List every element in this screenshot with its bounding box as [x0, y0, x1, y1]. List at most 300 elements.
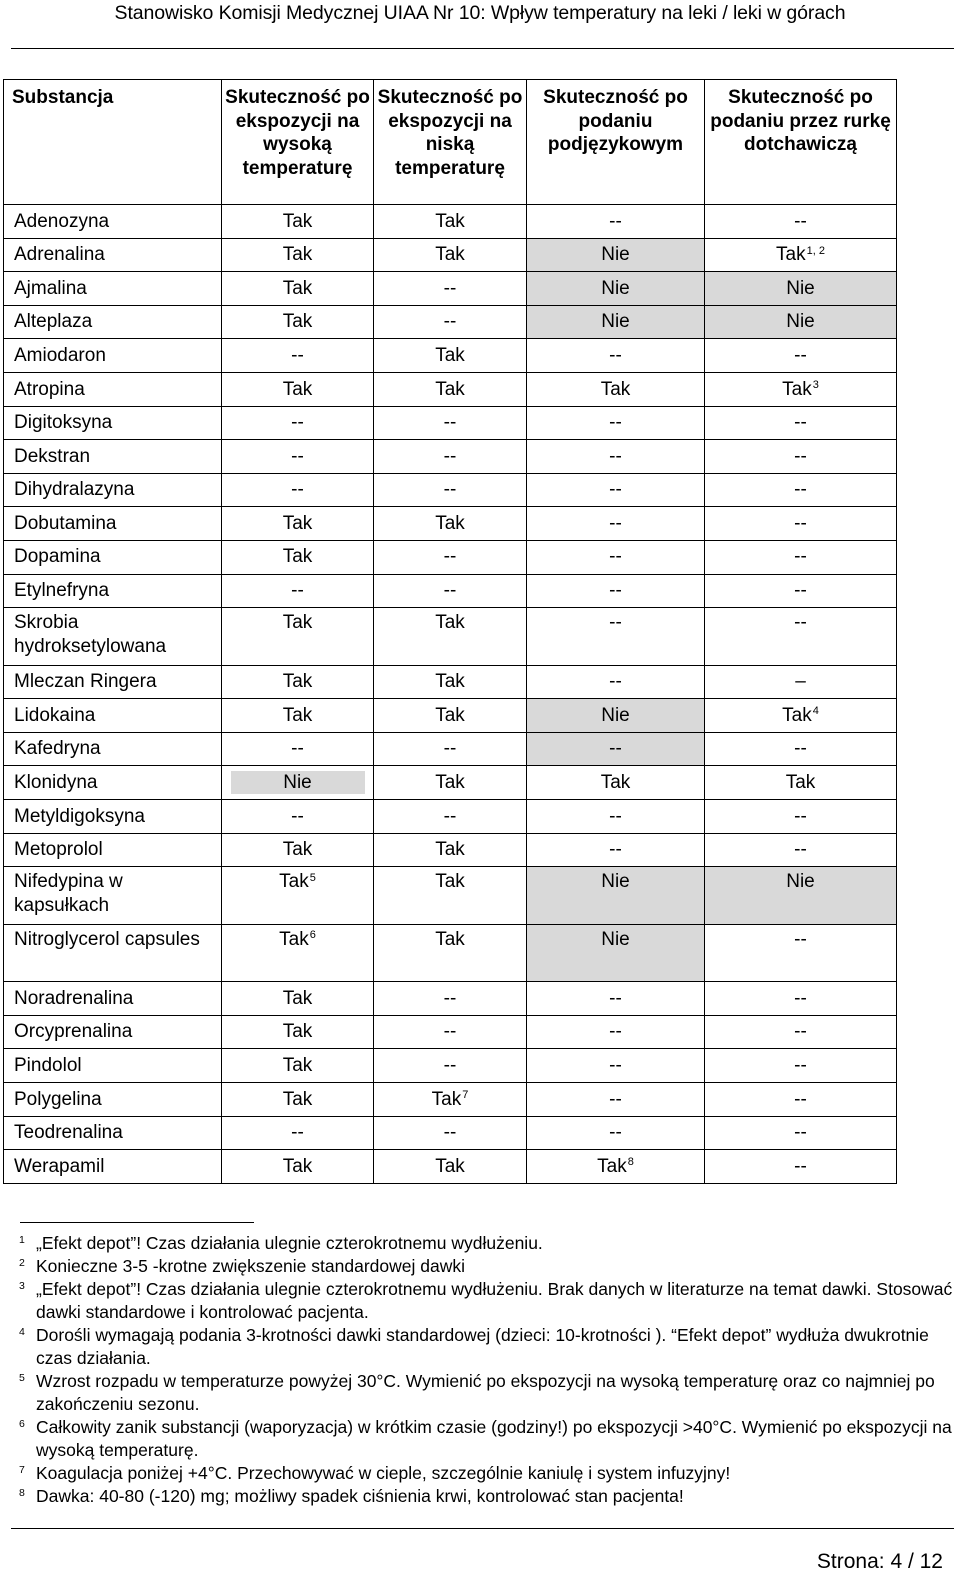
efficacy-cell [705, 1082, 897, 1116]
substance-name: Digitoksyna [4, 406, 222, 440]
efficacy-cell [222, 205, 374, 239]
efficacy-value: Tak [431, 1088, 462, 1110]
efficacy-cell [705, 665, 897, 699]
efficacy-cell [374, 272, 527, 306]
efficacy-value: Tak [435, 928, 465, 950]
efficacy-cell [527, 406, 705, 440]
page-header [0, 0, 960, 40]
efficacy-cell [527, 800, 705, 834]
efficacy-cell [374, 732, 527, 766]
table-row [4, 766, 897, 800]
efficacy-value: -- [291, 580, 304, 602]
efficacy-value: Tak [282, 612, 313, 634]
footnote-number: 2 [19, 1257, 25, 1269]
footnotes [16, 1232, 956, 1508]
efficacy-cell [222, 574, 374, 608]
table-row [4, 339, 897, 373]
footnote-rule [20, 1222, 254, 1223]
efficacy-cell [527, 1049, 705, 1083]
efficacy-cell [527, 574, 705, 608]
efficacy-value: -- [291, 412, 304, 434]
substance-name: Dihydralazyna [4, 473, 222, 507]
page-number: Strona: 4 / 12 [816, 1550, 943, 1573]
efficacy-cell [527, 238, 705, 272]
efficacy-cell [705, 238, 897, 272]
efficacy-value: Tak [282, 671, 313, 693]
efficacy-value: -- [794, 1088, 807, 1110]
efficacy-value: -- [609, 580, 622, 602]
efficacy-value: -- [794, 512, 807, 534]
substance-name: Noradrenalina [4, 982, 222, 1016]
substance-name: Klonidyna [4, 766, 222, 800]
efficacy-value: Nie [601, 871, 630, 893]
efficacy-value: Tak [782, 704, 812, 726]
efficacy-cell [527, 540, 705, 574]
efficacy-cell [705, 608, 897, 666]
substance-name: Amiodaron [4, 339, 222, 373]
efficacy-cell [527, 982, 705, 1016]
substance-name: Nifedypina w kapsułkach [4, 867, 222, 925]
efficacy-value: Nie [601, 277, 630, 299]
efficacy-cell [374, 608, 527, 666]
substance-name: Orcyprenalina [4, 1015, 222, 1049]
efficacy-value: -- [609, 738, 622, 760]
efficacy-cell [527, 205, 705, 239]
efficacy-value: -- [794, 1054, 807, 1076]
efficacy-value: Tak [282, 704, 313, 726]
substance-name: Lidokaina [4, 699, 222, 733]
efficacy-cell [705, 574, 897, 608]
efficacy-value: -- [291, 1122, 304, 1144]
efficacy-cell [374, 406, 527, 440]
efficacy-value: Tak [435, 378, 465, 400]
efficacy-cell [705, 924, 897, 982]
table-row [4, 406, 897, 440]
efficacy-cell [374, 699, 527, 733]
efficacy-value: -- [609, 1122, 622, 1144]
table-row [4, 305, 897, 339]
efficacy-cell [527, 339, 705, 373]
table-row [4, 1150, 897, 1184]
efficacy-value: -- [609, 546, 622, 568]
efficacy-cell [705, 1116, 897, 1150]
efficacy-cell [222, 372, 374, 406]
efficacy-value: -- [291, 805, 304, 827]
efficacy-cell [527, 732, 705, 766]
footnote-text: „Efekt depot”! Czas działania ulegnie czterokrotnemu wydłużeniu. [36, 1233, 543, 1253]
efficacy-value: -- [443, 412, 457, 434]
efficacy-cell [705, 305, 897, 339]
efficacy-value: -- [443, 987, 457, 1009]
efficacy-value: Tak [782, 378, 812, 400]
footnote [16, 1370, 956, 1416]
efficacy-cell [222, 1150, 374, 1184]
efficacy-cell [705, 1049, 897, 1083]
footnote-number: 4 [19, 1326, 25, 1338]
efficacy-value: -- [443, 479, 457, 501]
header-rule [11, 48, 954, 49]
efficacy-cell [374, 473, 527, 507]
efficacy-value: -- [291, 344, 304, 366]
efficacy-cell [374, 1015, 527, 1049]
efficacy-cell [374, 1150, 527, 1184]
efficacy-cell [527, 440, 705, 474]
efficacy-cell [705, 540, 897, 574]
efficacy-cell [527, 473, 705, 507]
table-row [4, 732, 897, 766]
efficacy-value: Tak [282, 244, 313, 266]
efficacy-value: -- [794, 1155, 807, 1177]
efficacy-cell [527, 699, 705, 733]
substance-name: Alteplaza [4, 305, 222, 339]
efficacy-value: Tak [282, 1155, 313, 1177]
substance-name: Nitroglycerol capsules [4, 924, 222, 982]
efficacy-cell [374, 1082, 527, 1116]
table-row [4, 982, 897, 1016]
efficacy-value: Tak [282, 512, 313, 534]
efficacy-value: Tak [282, 987, 313, 1009]
efficacy-value: – [795, 671, 806, 693]
efficacy-value: Tak [279, 928, 309, 950]
table-row [4, 540, 897, 574]
efficacy-cell [374, 1116, 527, 1150]
shaded-value-box [231, 771, 365, 795]
efficacy-value: Nie [283, 771, 312, 793]
efficacy-value: -- [794, 1021, 807, 1043]
table-row [4, 699, 897, 733]
efficacy-cell [222, 833, 374, 867]
footnote-number: 6 [19, 1418, 25, 1430]
efficacy-value: Tak [282, 1088, 313, 1110]
efficacy-cell [374, 540, 527, 574]
efficacy-value: -- [443, 1122, 457, 1144]
footnote-ref: 3 [812, 378, 819, 391]
efficacy-value: Nie [601, 244, 630, 266]
efficacy-value: -- [609, 344, 622, 366]
efficacy-cell [527, 766, 705, 800]
efficacy-value: Tak [435, 344, 465, 366]
efficacy-cell [705, 507, 897, 541]
footnote-ref: 1, 2 [806, 244, 825, 257]
column-header-high-temp: Skuteczność po ekspozycji na wysoką temperaturę [222, 80, 374, 205]
substance-name: Etylnefryna [4, 574, 222, 608]
table-row [4, 372, 897, 406]
efficacy-value: -- [794, 928, 807, 950]
efficacy-value: Tak [600, 378, 631, 400]
footnote-ref: 8 [627, 1156, 634, 1169]
efficacy-value: -- [609, 1021, 622, 1043]
substance-name: Ajmalina [4, 272, 222, 306]
efficacy-cell [222, 924, 374, 982]
efficacy-value: Tak [282, 277, 313, 299]
efficacy-cell [222, 1049, 374, 1083]
efficacy-value: -- [609, 612, 622, 634]
efficacy-cell [222, 867, 374, 925]
efficacy-cell [222, 982, 374, 1016]
efficacy-cell [705, 372, 897, 406]
efficacy-value: -- [794, 210, 807, 232]
efficacy-cell [527, 305, 705, 339]
efficacy-cell [527, 1116, 705, 1150]
column-header-substance: Substancja [4, 80, 222, 205]
efficacy-value: Tak [435, 612, 465, 634]
efficacy-value: -- [794, 445, 807, 467]
efficacy-value: -- [443, 580, 457, 602]
column-header-endotracheal: Skuteczność po podaniu przez rurkę dotchawiczą [705, 80, 897, 205]
substance-name: Mleczan Ringera [4, 665, 222, 699]
footnote-number: 7 [19, 1464, 25, 1476]
efficacy-cell [374, 982, 527, 1016]
efficacy-cell [222, 473, 374, 507]
table-row [4, 440, 897, 474]
footnote-ref: 5 [309, 871, 316, 884]
substance-name: Dopamina [4, 540, 222, 574]
efficacy-cell [374, 339, 527, 373]
table-row [4, 867, 897, 925]
table-row [4, 507, 897, 541]
efficacy-cell [705, 1015, 897, 1049]
efficacy-value: -- [609, 512, 622, 534]
footnote [16, 1278, 956, 1324]
efficacy-cell [527, 867, 705, 925]
efficacy-value: Tak [600, 771, 631, 793]
efficacy-cell [527, 507, 705, 541]
table-header-row [4, 80, 897, 205]
efficacy-cell [374, 924, 527, 982]
substance-name: Dobutamina [4, 507, 222, 541]
substance-name: Pindolol [4, 1049, 222, 1083]
footnote-ref: 4 [812, 705, 819, 718]
substance-name: Skrobia hydroksetylowana [4, 608, 222, 666]
table-row [4, 238, 897, 272]
footnote [16, 1232, 956, 1255]
efficacy-value: -- [794, 738, 807, 760]
efficacy-value: Tak [435, 839, 465, 861]
table-row [4, 608, 897, 666]
efficacy-cell [222, 699, 374, 733]
substance-name: Metoprolol [4, 833, 222, 867]
efficacy-value: Tak [435, 512, 465, 534]
efficacy-value: -- [443, 445, 457, 467]
efficacy-cell [705, 272, 897, 306]
efficacy-value: Tak [435, 871, 465, 893]
table-row [4, 1015, 897, 1049]
substance-name: Metyldigoksyna [4, 800, 222, 834]
efficacy-value: -- [609, 805, 622, 827]
efficacy-value: -- [609, 987, 622, 1009]
efficacy-cell [527, 372, 705, 406]
efficacy-value: -- [794, 839, 807, 861]
efficacy-cell [705, 732, 897, 766]
efficacy-cell [222, 1015, 374, 1049]
efficacy-value: Nie [601, 311, 630, 333]
efficacy-cell [705, 833, 897, 867]
efficacy-cell [705, 205, 897, 239]
efficacy-value: Nie [601, 704, 630, 726]
efficacy-value: -- [443, 277, 457, 299]
efficacy-value: -- [291, 738, 304, 760]
efficacy-cell [374, 507, 527, 541]
efficacy-value: Tak [282, 378, 313, 400]
footnote [16, 1416, 956, 1462]
efficacy-cell [222, 665, 374, 699]
substance-name: Werapamil [4, 1150, 222, 1184]
efficacy-cell [527, 665, 705, 699]
efficacy-cell [705, 473, 897, 507]
efficacy-value: Tak [435, 1155, 465, 1177]
efficacy-cell [374, 205, 527, 239]
efficacy-cell [222, 339, 374, 373]
efficacy-cell [222, 540, 374, 574]
efficacy-cell [374, 867, 527, 925]
efficacy-value: Tak [785, 771, 816, 793]
efficacy-cell [705, 339, 897, 373]
efficacy-cell [222, 732, 374, 766]
efficacy-cell [374, 800, 527, 834]
table-row [4, 1082, 897, 1116]
efficacy-value: -- [443, 311, 457, 333]
footnote [16, 1485, 956, 1508]
efficacy-cell [527, 608, 705, 666]
footnote-text: Dawka: 40-80 (-120) mg; możliwy spadek ciśnienia krwi, kontrolować stan pacjenta! [36, 1486, 684, 1506]
efficacy-value: Tak [435, 210, 465, 232]
footnote [16, 1462, 956, 1485]
efficacy-value: -- [443, 805, 457, 827]
substance-name: Adrenalina [4, 238, 222, 272]
efficacy-cell [705, 867, 897, 925]
table-row [4, 1049, 897, 1083]
efficacy-value: -- [609, 1088, 622, 1110]
efficacy-value: Nie [601, 928, 630, 950]
footnote-number: 1 [19, 1234, 25, 1246]
footnote-number: 3 [19, 1280, 25, 1292]
efficacy-value: -- [609, 445, 622, 467]
efficacy-value: -- [794, 987, 807, 1009]
efficacy-value: -- [443, 1054, 457, 1076]
efficacy-cell [222, 766, 374, 800]
efficacy-value: -- [794, 344, 807, 366]
substance-name: Adenozyna [4, 205, 222, 239]
footnote [16, 1255, 956, 1278]
efficacy-value: -- [609, 671, 622, 693]
efficacy-cell [705, 440, 897, 474]
column-header-low-temp: Skuteczność po ekspozycji na niską temperaturę [374, 80, 527, 205]
efficacy-cell [222, 238, 374, 272]
efficacy-value: -- [794, 479, 807, 501]
efficacy-value: Tak [597, 1155, 627, 1177]
efficacy-cell [705, 982, 897, 1016]
footnote-number: 5 [19, 1372, 25, 1384]
table-row [4, 665, 897, 699]
efficacy-value: Tak [282, 546, 313, 568]
footnote-ref: 7 [462, 1088, 469, 1101]
efficacy-value: Tak [435, 671, 465, 693]
table-row [4, 205, 897, 239]
substance-name: Polygelina [4, 1082, 222, 1116]
efficacy-cell [374, 305, 527, 339]
efficacy-cell [527, 272, 705, 306]
column-header-sublingual: Skuteczność po podaniu podjęzykowym [527, 80, 705, 205]
efficacy-value: -- [794, 805, 807, 827]
efficacy-cell [374, 1049, 527, 1083]
footnote-text: Dorośli wymagają podania 3-krotności dawki standardowej (dzieci: 10-krotności ). “Efekt depot” wydłuża dwukrotnie czas działania. [36, 1325, 929, 1368]
efficacy-value: Tak [282, 1021, 313, 1043]
table-row [4, 272, 897, 306]
efficacy-value: -- [291, 479, 304, 501]
table-row [4, 924, 897, 982]
efficacy-value: Tak [435, 244, 465, 266]
efficacy-value: Tak [282, 1054, 313, 1076]
footnote-number: 8 [19, 1487, 25, 1499]
footnote-text: Całkowity zanik substancji (waporyzacja) w krótkim czasie (godziny!) po ekspozycji >40°C. Wymienić po ekspozycji na wysoką temperaturę. [36, 1417, 952, 1460]
efficacy-cell [222, 305, 374, 339]
efficacy-value: Tak [282, 311, 313, 333]
efficacy-value: -- [609, 479, 622, 501]
efficacy-cell [222, 507, 374, 541]
efficacy-cell [705, 800, 897, 834]
efficacy-cell [527, 833, 705, 867]
efficacy-cell [374, 372, 527, 406]
efficacy-cell [374, 574, 527, 608]
table-row [4, 800, 897, 834]
efficacy-value: Nie [786, 871, 815, 893]
efficacy-cell [705, 406, 897, 440]
efficacy-cell [222, 1082, 374, 1116]
efficacy-cell [527, 924, 705, 982]
efficacy-cell [222, 440, 374, 474]
efficacy-value: Nie [786, 311, 815, 333]
efficacy-cell [222, 800, 374, 834]
efficacy-value: -- [443, 1021, 457, 1043]
efficacy-value: -- [794, 612, 807, 634]
table-row [4, 1116, 897, 1150]
efficacy-cell [705, 1150, 897, 1184]
substance-name: Teodrenalina [4, 1116, 222, 1150]
efficacy-value: Tak [282, 210, 313, 232]
efficacy-cell [527, 1015, 705, 1049]
footnote-ref: 6 [309, 929, 316, 942]
efficacy-cell [222, 1116, 374, 1150]
table-row [4, 473, 897, 507]
efficacy-cell [527, 1150, 705, 1184]
efficacy-value: -- [794, 546, 807, 568]
efficacy-value: -- [443, 546, 457, 568]
medications-table [3, 79, 897, 1184]
efficacy-cell [374, 440, 527, 474]
efficacy-value: Tak [776, 244, 806, 266]
efficacy-cell [527, 1082, 705, 1116]
efficacy-value: -- [794, 580, 807, 602]
efficacy-cell [374, 766, 527, 800]
document-title: Stanowisko Komisji Medycznej UIAA Nr 10: Wpływ temperatury na leki / leki w górach [114, 2, 846, 24]
efficacy-value: -- [609, 839, 622, 861]
substance-name: Dekstran [4, 440, 222, 474]
efficacy-value: -- [794, 1122, 807, 1144]
table-row [4, 574, 897, 608]
efficacy-cell [705, 699, 897, 733]
table-row [4, 833, 897, 867]
efficacy-value: Tak [435, 771, 465, 793]
efficacy-value: -- [609, 210, 622, 232]
substance-name: Kafedryna [4, 732, 222, 766]
footnote-text: Konieczne 3-5 -krotne zwiększenie standardowej dawki [36, 1256, 465, 1276]
efficacy-value: -- [291, 445, 304, 467]
efficacy-cell [374, 665, 527, 699]
efficacy-cell [222, 272, 374, 306]
efficacy-value: Tak [435, 704, 465, 726]
efficacy-value: -- [443, 738, 457, 760]
efficacy-cell [705, 766, 897, 800]
